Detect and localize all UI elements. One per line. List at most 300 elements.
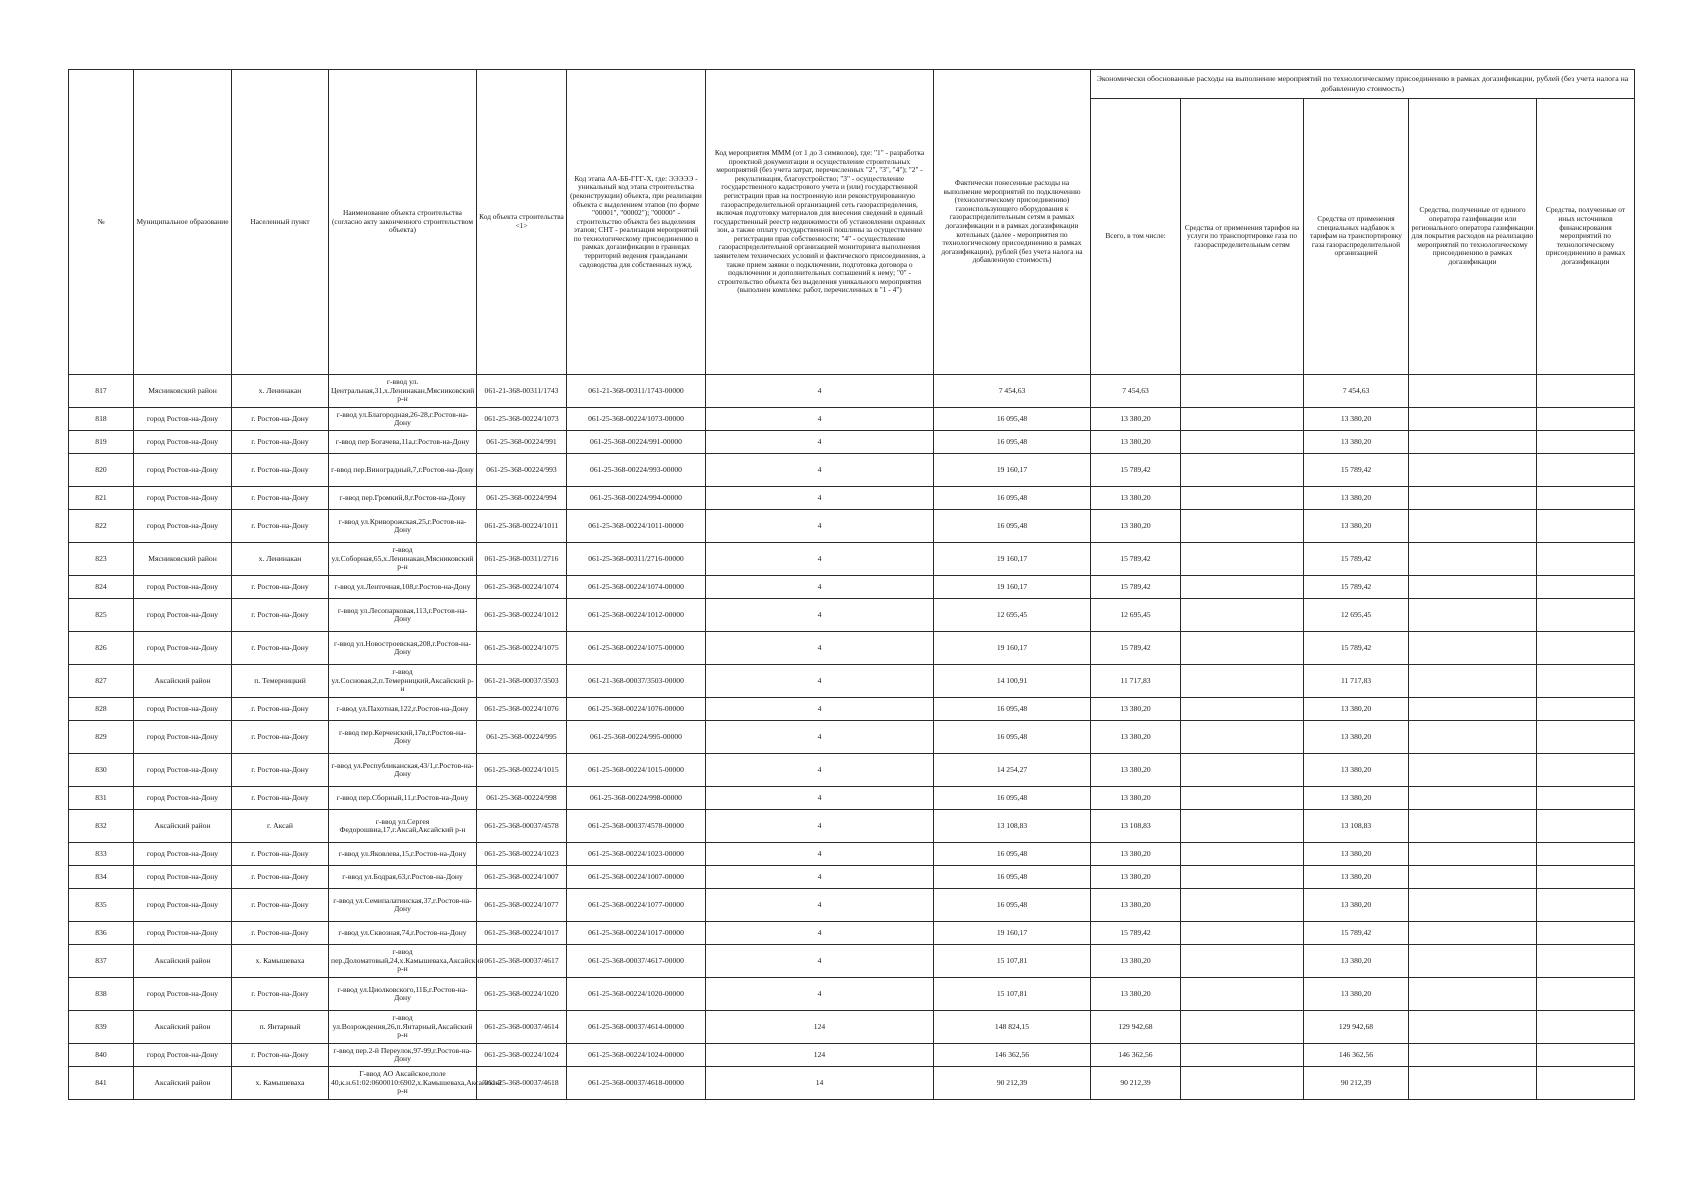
cell-stage-code: 061-25-368-00224/1023-00000	[567, 843, 706, 866]
cell-municipality: город Ростов-на-Дону	[134, 721, 232, 754]
table-row	[69, 1044, 1635, 1067]
cell-stage-code: 061-25-368-00224/1015-00000	[567, 754, 706, 787]
cell-stage-code: 061-21-368-00037/3503-00000	[567, 665, 706, 698]
cell-actual-costs: 15 107,81	[934, 978, 1091, 1011]
header-object-code: Код объекта строительства <1>	[477, 70, 567, 375]
cell-municipality: Аксайский район	[134, 665, 232, 698]
cell-measure-code: 124	[706, 1044, 934, 1067]
cell-other	[1537, 632, 1635, 665]
cell-object-name: г-ввод ул.Криворожская,25,г.Ростов-на-Дону	[329, 510, 477, 543]
table-row	[69, 698, 1635, 721]
cell-object-code: 061-25-368-00224/1024	[477, 1044, 567, 1067]
cell-actual-costs: 16 095,48	[934, 721, 1091, 754]
cell-locality: г. Аксай	[232, 810, 329, 843]
cell-other	[1537, 431, 1635, 454]
cell-municipality: Аксайский район	[134, 810, 232, 843]
cell-operator	[1409, 721, 1537, 754]
cell-tariff	[1181, 408, 1304, 431]
cell-special: 13 380,20	[1304, 408, 1409, 431]
cell-municipality: город Ростов-на-Дону	[134, 843, 232, 866]
cell-num: 834	[69, 866, 134, 889]
cell-stage-code: 061-25-368-00224/998-00000	[567, 787, 706, 810]
cell-actual-costs: 19 160,17	[934, 632, 1091, 665]
cell-municipality: Аксайский район	[134, 945, 232, 978]
cell-special: 13 108,83	[1304, 810, 1409, 843]
cell-municipality: город Ростов-на-Дону	[134, 787, 232, 810]
table-row	[69, 510, 1635, 543]
cell-other	[1537, 510, 1635, 543]
cell-special: 15 789,42	[1304, 922, 1409, 945]
cell-object-name: г-ввод пер.Керченский,17в,г.Ростов-на-Дону	[329, 721, 477, 754]
cell-other	[1537, 754, 1635, 787]
cell-locality: г. Ростов-на-Дону	[232, 922, 329, 945]
cell-other	[1537, 945, 1635, 978]
cell-object-code: 061-25-368-00037/4618	[477, 1067, 567, 1100]
cell-actual-costs: 16 095,48	[934, 698, 1091, 721]
cell-tariff	[1181, 375, 1304, 408]
cell-num: 838	[69, 978, 134, 1011]
cell-stage-code: 061-25-368-00224/1007-00000	[567, 866, 706, 889]
cell-tariff	[1181, 866, 1304, 889]
cell-num: 826	[69, 632, 134, 665]
cell-locality: г. Ростов-на-Дону	[232, 1044, 329, 1067]
cell-municipality: город Ростов-на-Дону	[134, 408, 232, 431]
cell-object-name: г-ввод ул.Сосновая,2,п.Темерницкий,Аксайский р-н	[329, 665, 477, 698]
cell-measure-code: 4	[706, 576, 934, 599]
cell-total: 11 717,83	[1091, 665, 1181, 698]
cell-actual-costs: 19 160,17	[934, 576, 1091, 599]
cell-measure-code: 4	[706, 698, 934, 721]
cell-actual-costs: 12 695,45	[934, 599, 1091, 632]
cell-measure-code: 4	[706, 487, 934, 510]
cell-other	[1537, 1044, 1635, 1067]
cell-special: 15 789,42	[1304, 543, 1409, 576]
cell-object-code: 061-25-368-00224/1074	[477, 576, 567, 599]
cell-actual-costs: 16 095,48	[934, 889, 1091, 922]
cell-municipality: Аксайский район	[134, 1067, 232, 1100]
cell-measure-code: 4	[706, 810, 934, 843]
cell-num: 835	[69, 889, 134, 922]
cell-operator	[1409, 375, 1537, 408]
cell-measure-code: 4	[706, 454, 934, 487]
table-row	[69, 1011, 1635, 1044]
cell-stage-code: 061-25-368-00224/1075-00000	[567, 632, 706, 665]
cell-locality: г. Ростов-на-Дону	[232, 408, 329, 431]
table-row	[69, 866, 1635, 889]
cell-num: 819	[69, 431, 134, 454]
cell-locality: п. Янтарный	[232, 1011, 329, 1044]
cell-actual-costs: 16 095,48	[934, 787, 1091, 810]
cell-operator	[1409, 543, 1537, 576]
cell-num: 827	[69, 665, 134, 698]
cell-total: 90 212,39	[1091, 1067, 1181, 1100]
cell-measure-code: 4	[706, 431, 934, 454]
cell-tariff	[1181, 922, 1304, 945]
cell-object-code: 061-25-368-00224/994	[477, 487, 567, 510]
header-operator: Средства, полученные от единого оператора газификации или регионального оператора газификации для покрытия расходов на реализацию мероприятий по технологическому присоединению в рамках догазификации	[1409, 99, 1537, 375]
cell-object-code: 061-25-368-00224/991	[477, 431, 567, 454]
cell-measure-code: 4	[706, 843, 934, 866]
cell-stage-code: 061-25-368-00224/993-00000	[567, 454, 706, 487]
cell-municipality: город Ростов-на-Дону	[134, 487, 232, 510]
cell-num: 837	[69, 945, 134, 978]
cell-operator	[1409, 889, 1537, 922]
cell-special: 13 380,20	[1304, 698, 1409, 721]
cell-municipality: Мясниковский район	[134, 375, 232, 408]
header-tariff: Средства от применения тарифов на услуги по транспортировке газа по газораспределительным сетям	[1181, 99, 1304, 375]
cell-special: 13 380,20	[1304, 978, 1409, 1011]
cell-operator	[1409, 978, 1537, 1011]
header-econ-group: Экономически обоснованные расходы на выполнение мероприятий по технологическому присоединению в рамках догазификации, рублей (без учета налога на добавленную стоимость)	[1091, 70, 1635, 99]
cell-measure-code: 4	[706, 787, 934, 810]
cell-actual-costs: 15 107,81	[934, 945, 1091, 978]
cell-object-code: 061-25-368-00224/993	[477, 454, 567, 487]
table-row	[69, 543, 1635, 576]
cell-total: 13 380,20	[1091, 945, 1181, 978]
cell-total: 129 942,68	[1091, 1011, 1181, 1044]
cell-stage-code: 061-25-368-00224/1017-00000	[567, 922, 706, 945]
cell-stage-code: 061-25-368-00224/995-00000	[567, 721, 706, 754]
cell-operator	[1409, 1067, 1537, 1100]
cell-stage-code: 061-25-368-00224/1077-00000	[567, 889, 706, 922]
table-row	[69, 889, 1635, 922]
cell-actual-costs: 14 100,91	[934, 665, 1091, 698]
cell-total: 13 380,20	[1091, 754, 1181, 787]
cell-locality: г. Ростов-на-Дону	[232, 599, 329, 632]
cell-tariff	[1181, 665, 1304, 698]
cell-object-code: 061-25-368-00224/1023	[477, 843, 567, 866]
cell-tariff	[1181, 889, 1304, 922]
cell-special: 129 942,68	[1304, 1011, 1409, 1044]
cell-actual-costs: 16 095,48	[934, 843, 1091, 866]
cell-operator	[1409, 510, 1537, 543]
cell-tariff	[1181, 543, 1304, 576]
cell-locality: х. Камышеваха	[232, 945, 329, 978]
cell-special: 15 789,42	[1304, 576, 1409, 599]
header-municipality: Муниципальное образование	[134, 70, 232, 375]
table-row	[69, 754, 1635, 787]
cell-other	[1537, 889, 1635, 922]
cell-measure-code: 4	[706, 922, 934, 945]
cell-stage-code: 061-25-368-00224/1020-00000	[567, 978, 706, 1011]
cell-stage-code: 061-25-368-00224/994-00000	[567, 487, 706, 510]
cell-total: 13 380,20	[1091, 721, 1181, 754]
cell-object-name: г-ввод ул.Соборная,65,х.Ленинакан,Мясниковский р-н	[329, 543, 477, 576]
cell-locality: г. Ростов-на-Дону	[232, 487, 329, 510]
cell-tariff	[1181, 1067, 1304, 1100]
cell-special: 90 212,39	[1304, 1067, 1409, 1100]
cell-operator	[1409, 810, 1537, 843]
cell-measure-code: 4	[706, 889, 934, 922]
cell-object-code: 061-21-368-00037/3503	[477, 665, 567, 698]
cell-special: 13 380,20	[1304, 487, 1409, 510]
cell-object-code: 061-25-368-00224/995	[477, 721, 567, 754]
cell-actual-costs: 90 212,39	[934, 1067, 1091, 1100]
cell-tariff	[1181, 945, 1304, 978]
cell-operator	[1409, 454, 1537, 487]
cell-tariff	[1181, 599, 1304, 632]
cell-other	[1537, 543, 1635, 576]
cell-stage-code: 061-25-368-00311/2716-00000	[567, 543, 706, 576]
cell-locality: г. Ростов-на-Дону	[232, 632, 329, 665]
cell-operator	[1409, 698, 1537, 721]
cell-other	[1537, 1067, 1635, 1100]
cell-measure-code: 4	[706, 599, 934, 632]
table-row	[69, 576, 1635, 599]
cell-special: 7 454,63	[1304, 375, 1409, 408]
cell-num: 821	[69, 487, 134, 510]
cell-locality: г. Ростов-на-Дону	[232, 576, 329, 599]
cell-total: 13 380,20	[1091, 978, 1181, 1011]
header-stage-code: Код этапа АА-ББ-ГГГ-Х, где: ЭЭЭЭЭ - уникальный код этапа строительства (реконструкции) объекта, при реализации объекта с выделением этапов (по форме "00001", "00002"); "00000" - строительство объекта без выделения этапов; СНТ - реализация мероприятий по технологическому присоединению в рамках догазификации в границах территорий ведения гражданами садоводства для собственных нужд.	[567, 70, 706, 375]
table-row	[69, 810, 1635, 843]
table-row	[69, 375, 1635, 408]
cell-special: 11 717,83	[1304, 665, 1409, 698]
cell-operator	[1409, 843, 1537, 866]
cell-actual-costs: 146 362,56	[934, 1044, 1091, 1067]
cell-special: 13 380,20	[1304, 787, 1409, 810]
table-row	[69, 1067, 1635, 1100]
table-row	[69, 487, 1635, 510]
cell-locality: г. Ростов-на-Дону	[232, 431, 329, 454]
table-row	[69, 945, 1635, 978]
cell-object-code: 061-25-368-00224/1007	[477, 866, 567, 889]
cell-num: 828	[69, 698, 134, 721]
cell-num: 831	[69, 787, 134, 810]
cell-municipality: город Ростов-на-Дону	[134, 754, 232, 787]
header-actual-costs: Фактически понесенные расходы на выполнение мероприятий по подключению (технологическому присоединению) газоиспользующего оборудования к газораспределительным сетям в рамках догазификации и в рамках догазификации котельных (далее - мероприятия по технологическому присоединению в рамках догазификации), рублей (без учета налога на добавленную стоимость)	[934, 70, 1091, 375]
cell-total: 13 380,20	[1091, 431, 1181, 454]
cell-locality: г. Ростов-на-Дону	[232, 866, 329, 889]
cell-measure-code: 4	[706, 866, 934, 889]
cell-total: 13 380,20	[1091, 510, 1181, 543]
cell-other	[1537, 576, 1635, 599]
cell-tariff	[1181, 632, 1304, 665]
cell-measure-code: 4	[706, 375, 934, 408]
cell-operator	[1409, 665, 1537, 698]
cell-stage-code: 061-25-368-00224/1073-00000	[567, 408, 706, 431]
cell-actual-costs: 16 095,48	[934, 431, 1091, 454]
cell-special: 13 380,20	[1304, 945, 1409, 978]
cell-num: 820	[69, 454, 134, 487]
cell-object-code: 061-25-368-00224/1073	[477, 408, 567, 431]
cell-object-code: 061-25-368-00224/1020	[477, 978, 567, 1011]
cell-object-code: 061-21-368-00311/1743	[477, 375, 567, 408]
cell-tariff	[1181, 787, 1304, 810]
cell-object-name: г-ввод пер.Громкий,8,г.Ростов-на-Дону	[329, 487, 477, 510]
cell-operator	[1409, 599, 1537, 632]
cell-locality: п. Темерницкий	[232, 665, 329, 698]
header-object-name: Наименование объекта строительства (согласно акту законченного строительством объекта)	[329, 70, 477, 375]
cell-num: 832	[69, 810, 134, 843]
cell-total: 146 362,56	[1091, 1044, 1181, 1067]
cell-tariff	[1181, 978, 1304, 1011]
cell-tariff	[1181, 487, 1304, 510]
cell-object-name: г-ввод ул.Ленточная,108,г.Ростов-на-Дону	[329, 576, 477, 599]
cell-special: 13 380,20	[1304, 889, 1409, 922]
cell-total: 15 789,42	[1091, 576, 1181, 599]
cell-other	[1537, 866, 1635, 889]
cell-operator	[1409, 922, 1537, 945]
cell-locality: г. Ростов-на-Дону	[232, 721, 329, 754]
cell-other	[1537, 599, 1635, 632]
cell-tariff	[1181, 576, 1304, 599]
cell-total: 7 454,63	[1091, 375, 1181, 408]
cell-object-name: г-ввод ул.Яковлева,15,г.Ростов-на-Дону	[329, 843, 477, 866]
cell-measure-code: 4	[706, 510, 934, 543]
cell-measure-code: 4	[706, 408, 934, 431]
header-locality: Населенный пункт	[232, 70, 329, 375]
cell-municipality: город Ростов-на-Дону	[134, 698, 232, 721]
cell-measure-code: 4	[706, 632, 934, 665]
cell-object-name: г-ввод пер Богачева,11а,г.Ростов-на-Дону	[329, 431, 477, 454]
cell-other	[1537, 721, 1635, 754]
table-row	[69, 632, 1635, 665]
cell-special: 13 380,20	[1304, 866, 1409, 889]
cell-measure-code: 4	[706, 978, 934, 1011]
cell-total: 13 380,20	[1091, 889, 1181, 922]
cell-locality: х. Ленинакан	[232, 375, 329, 408]
cell-municipality: город Ростов-на-Дону	[134, 510, 232, 543]
cell-object-name: г-ввод пер.Сборный,11,г.Ростов-на-Дону	[329, 787, 477, 810]
cell-object-name: г-ввод ул.Бодрая,63,г.Ростов-на-Дону	[329, 866, 477, 889]
cell-total: 13 108,83	[1091, 810, 1181, 843]
cell-object-code: 061-25-368-00224/1017	[477, 922, 567, 945]
table-row	[69, 454, 1635, 487]
cell-actual-costs: 16 095,48	[934, 866, 1091, 889]
cell-operator	[1409, 1044, 1537, 1067]
cell-object-code: 061-25-368-00037/4578	[477, 810, 567, 843]
cell-locality: г. Ростов-на-Дону	[232, 889, 329, 922]
cell-municipality: Аксайский район	[134, 1011, 232, 1044]
cell-object-code: 061-25-368-00224/998	[477, 787, 567, 810]
cell-locality: г. Ростов-на-Дону	[232, 510, 329, 543]
cell-object-name: г-ввод ул. Центральная,31,х.Ленинакан,Мясниковский р-н	[329, 375, 477, 408]
table-row	[69, 431, 1635, 454]
cell-stage-code: 061-25-368-00037/4578-00000	[567, 810, 706, 843]
cell-special: 13 380,20	[1304, 721, 1409, 754]
cell-special: 13 380,20	[1304, 754, 1409, 787]
cell-special: 13 380,20	[1304, 510, 1409, 543]
cell-object-name: г-ввод ул.Республиканская,43/1,г.Ростов-на-Дону	[329, 754, 477, 787]
cell-tariff	[1181, 721, 1304, 754]
cell-measure-code: 14	[706, 1067, 934, 1100]
cell-object-name: Г-ввод АО Аксайское,поле 40,к.н.61:02:0600010:6902,х.Камышеваха,Аксайский р-н	[329, 1067, 477, 1100]
cell-measure-code: 4	[706, 945, 934, 978]
table-row	[69, 787, 1635, 810]
cell-other	[1537, 810, 1635, 843]
cell-other	[1537, 408, 1635, 431]
cell-stage-code: 061-25-368-00037/4614-00000	[567, 1011, 706, 1044]
cell-locality: х. Ленинакан	[232, 543, 329, 576]
cell-measure-code: 4	[706, 721, 934, 754]
cell-tariff	[1181, 698, 1304, 721]
header-measure-code: Код мероприятия МММ (от 1 до 3 символов), где: "1" - разработка проектной документации и осуществление строительных мероприятий (без учета затрат, перечисленных "2", "3", "4"); "2" - рекультивация, благоустройство; "3" - осуществление государственного кадастрового учета и (или) государственной регистрации прав на построенную или реконструированную газораспределительной организацией сеть газораспределения, включая подготовку материалов для внесения сведений в единый государственный реестр недвижимости об установлении охранных зон, а также оплату государственной пошлины за осуществление регистрации прав собственности; "4" - осуществление газораспределительной организацией мониторинга выполнения заявителем технических условий и фактического присоединения, а также прием заявки о подключении, подготовка договора о подключении и дополнительных соглашений к нему; "0" - строительство объекта без выделения уникального мероприятия (выполнен комплекс работ, перечисленных в "1 - 4")	[706, 70, 934, 375]
cell-municipality: город Ростов-на-Дону	[134, 866, 232, 889]
cell-actual-costs: 16 095,48	[934, 487, 1091, 510]
cell-object-code: 061-25-368-00037/4614	[477, 1011, 567, 1044]
cell-operator	[1409, 1011, 1537, 1044]
cell-object-code: 061-25-368-00224/1011	[477, 510, 567, 543]
cell-special: 13 380,20	[1304, 843, 1409, 866]
cell-num: 823	[69, 543, 134, 576]
cell-stage-code: 061-21-368-00311/1743-00000	[567, 375, 706, 408]
cell-total: 13 380,20	[1091, 698, 1181, 721]
cell-object-name: г-ввод ул.Сергея Федорошвиа,17,г.Аксай,Аксайский р-н	[329, 810, 477, 843]
cell-tariff	[1181, 754, 1304, 787]
cell-other	[1537, 922, 1635, 945]
cell-locality: г. Ростов-на-Дону	[232, 787, 329, 810]
cell-locality: г. Ростов-на-Дону	[232, 698, 329, 721]
cell-operator	[1409, 866, 1537, 889]
cell-other	[1537, 1011, 1635, 1044]
cell-object-name: г-ввод ул.Возрождения,26,п.Янтарный,Аксайский р-н	[329, 1011, 477, 1044]
cell-num: 829	[69, 721, 134, 754]
cell-other	[1537, 487, 1635, 510]
cell-actual-costs: 19 160,17	[934, 454, 1091, 487]
cell-actual-costs: 19 160,17	[934, 543, 1091, 576]
cell-special: 12 695,45	[1304, 599, 1409, 632]
cell-municipality: Мясниковский район	[134, 543, 232, 576]
cell-tariff	[1181, 431, 1304, 454]
cell-object-name: г-ввод пер.Виноградный,7,г.Ростов-на-Дону	[329, 454, 477, 487]
cell-special: 15 789,42	[1304, 632, 1409, 665]
cell-other	[1537, 843, 1635, 866]
table-row	[69, 665, 1635, 698]
cell-actual-costs: 16 095,48	[934, 408, 1091, 431]
cell-operator	[1409, 945, 1537, 978]
cell-special: 146 362,56	[1304, 1044, 1409, 1067]
cell-total: 15 789,42	[1091, 543, 1181, 576]
cell-measure-code: 4	[706, 665, 934, 698]
cell-num: 817	[69, 375, 134, 408]
cell-actual-costs: 7 454,63	[934, 375, 1091, 408]
cell-municipality: город Ростов-на-Дону	[134, 576, 232, 599]
cell-object-code: 061-25-368-00224/1075	[477, 632, 567, 665]
cell-actual-costs: 16 095,48	[934, 510, 1091, 543]
cell-operator	[1409, 632, 1537, 665]
table-row	[69, 843, 1635, 866]
cell-municipality: город Ростов-на-Дону	[134, 599, 232, 632]
cell-stage-code: 061-25-368-00224/1011-00000	[567, 510, 706, 543]
cell-locality: г. Ростов-на-Дону	[232, 978, 329, 1011]
cell-object-name: г-ввод пер.2-й Переулок,97-99,г.Ростов-на-Дону	[329, 1044, 477, 1067]
data-table	[68, 69, 1635, 1100]
cell-object-name: г-ввод пер.Доломатовый,24,х.Камышеваха,Аксайский р-н	[329, 945, 477, 978]
cell-num: 839	[69, 1011, 134, 1044]
cell-municipality: город Ростов-на-Дону	[134, 922, 232, 945]
cell-num: 818	[69, 408, 134, 431]
cell-stage-code: 061-25-368-00224/1024-00000	[567, 1044, 706, 1067]
cell-municipality: город Ростов-на-Дону	[134, 978, 232, 1011]
header-other: Средства, полученные от иных источников финансирования мероприятий по технологическому присоединению в рамках догазификации	[1537, 99, 1635, 375]
cell-operator	[1409, 431, 1537, 454]
cell-stage-code: 061-25-368-00224/991-00000	[567, 431, 706, 454]
cell-operator	[1409, 754, 1537, 787]
cell-locality: г. Ростов-на-Дону	[232, 454, 329, 487]
header-special: Средства от применения специальных надбавок к тарифам на транспортировку газа газораспределительной организацией	[1304, 99, 1409, 375]
cell-object-code: 061-25-368-00311/2716	[477, 543, 567, 576]
cell-operator	[1409, 787, 1537, 810]
cell-total: 15 789,42	[1091, 632, 1181, 665]
cell-special: 13 380,20	[1304, 431, 1409, 454]
table-row	[69, 721, 1635, 754]
table-row	[69, 978, 1635, 1011]
cell-municipality: город Ростов-на-Дону	[134, 632, 232, 665]
cell-actual-costs: 148 824,15	[934, 1011, 1091, 1044]
cell-other	[1537, 978, 1635, 1011]
cell-stage-code: 061-25-368-00224/1074-00000	[567, 576, 706, 599]
